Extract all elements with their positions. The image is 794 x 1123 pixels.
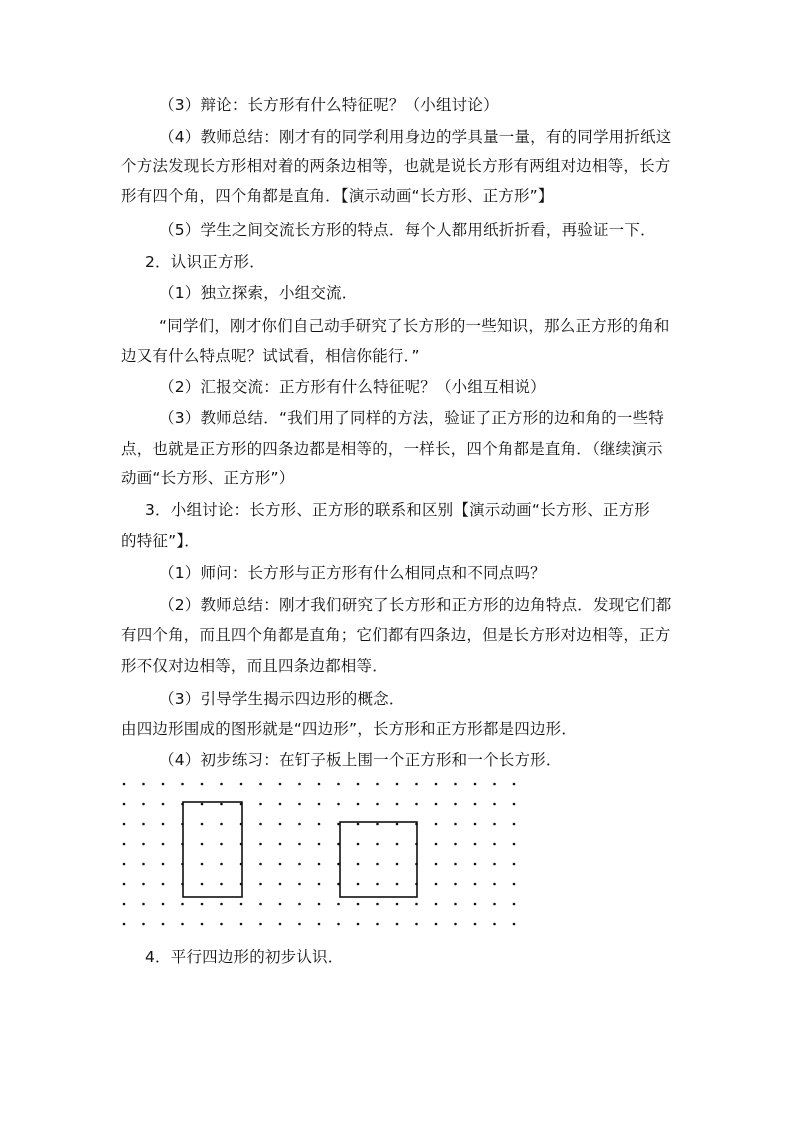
peg-dot xyxy=(279,923,282,926)
peg-dot xyxy=(220,923,223,926)
text-line: （4）教师总结：刚才有的同学利用身边的学具量一量，有的同学用折纸这 xyxy=(159,128,672,146)
peg-dot xyxy=(318,923,321,926)
peg-dot xyxy=(357,803,360,806)
peg-dot xyxy=(259,923,262,926)
peg-dot xyxy=(259,803,262,806)
text-line: “同学们，刚才你们自己动手研究了长方形的一些知识，那么正方形的角和 xyxy=(159,317,670,335)
peg-dot xyxy=(123,843,126,846)
peg-dot xyxy=(357,903,360,906)
peg-dot xyxy=(162,783,165,786)
peg-dot xyxy=(162,883,165,886)
peg-dot xyxy=(337,783,340,786)
square-shape xyxy=(340,822,417,897)
peg-dot xyxy=(474,923,477,926)
peg-dot xyxy=(493,903,496,906)
peg-dot xyxy=(220,843,223,846)
peg-dot xyxy=(142,863,145,866)
peg-dot xyxy=(279,863,282,866)
peg-dot xyxy=(415,803,418,806)
peg-dot xyxy=(240,923,243,926)
peg-dot xyxy=(454,823,457,826)
peg-dot xyxy=(142,823,145,826)
text-line: 形有四个角，四个角都是直角．【演示动画“长方形、正方形”】 xyxy=(121,187,554,205)
peg-dot xyxy=(318,843,321,846)
peg-dot xyxy=(454,803,457,806)
peg-dot xyxy=(123,863,126,866)
peg-dot xyxy=(493,823,496,826)
peg-dot xyxy=(435,863,438,866)
peg-dot xyxy=(415,783,418,786)
peg-dot xyxy=(318,863,321,866)
peg-dot xyxy=(298,783,301,786)
peg-dot xyxy=(376,923,379,926)
peg-dot xyxy=(376,903,379,906)
peg-dot xyxy=(220,823,223,826)
peg-dot xyxy=(396,903,399,906)
peg-dot xyxy=(493,863,496,866)
peg-dot xyxy=(376,883,379,886)
peg-dot xyxy=(162,863,165,866)
peg-dot xyxy=(357,843,360,846)
peg-dot xyxy=(123,903,126,906)
peg-dot xyxy=(279,783,282,786)
peg-dot xyxy=(240,783,243,786)
text-line: 由四边形围成的图形就是“四边形”，长方形和正方形都是四边形． xyxy=(121,720,578,738)
peg-dot xyxy=(201,823,204,826)
peg-dot xyxy=(396,783,399,786)
peg-dot xyxy=(396,883,399,886)
peg-dot xyxy=(318,883,321,886)
peg-dot xyxy=(415,923,418,926)
peg-dot xyxy=(181,783,184,786)
peg-dot xyxy=(201,783,204,786)
peg-dot xyxy=(376,803,379,806)
peg-dot xyxy=(201,903,204,906)
text-line: （3）教师总结．“我们用了同样的方法，验证了正方形的边和角的一些特 xyxy=(159,409,664,427)
peg-dot xyxy=(162,823,165,826)
peg-dot xyxy=(376,823,379,826)
peg-dot xyxy=(181,923,184,926)
peg-dot xyxy=(337,903,340,906)
peg-dot xyxy=(279,883,282,886)
peg-dot xyxy=(279,903,282,906)
peg-dot xyxy=(454,883,457,886)
peg-dot xyxy=(357,923,360,926)
peg-dot xyxy=(454,783,457,786)
peg-dot xyxy=(279,843,282,846)
peg-dot xyxy=(142,923,145,926)
peg-dot xyxy=(396,863,399,866)
peg-dot xyxy=(201,803,204,806)
peg-dot xyxy=(435,903,438,906)
peg-dot xyxy=(298,903,301,906)
peg-dot xyxy=(396,803,399,806)
peg-dot xyxy=(493,883,496,886)
peg-dot xyxy=(337,803,340,806)
peg-dot xyxy=(162,843,165,846)
peg-dot xyxy=(513,883,516,886)
text-line: （2）汇报交流：正方形有什么特征呢？（小组互相说） xyxy=(159,378,546,396)
peg-dot xyxy=(357,883,360,886)
peg-dot xyxy=(435,783,438,786)
peg-dot xyxy=(513,823,516,826)
peg-dot xyxy=(259,783,262,786)
peg-dot xyxy=(435,883,438,886)
text-line: 的特征”】． xyxy=(121,532,200,550)
peg-dot xyxy=(240,903,243,906)
peg-dot xyxy=(123,883,126,886)
peg-dot xyxy=(474,823,477,826)
peg-dot xyxy=(201,843,204,846)
peg-dot xyxy=(162,803,165,806)
peg-dot xyxy=(396,823,399,826)
text-line: 形不仅对边相等，而且四条边都相等． xyxy=(121,657,388,675)
peg-dot xyxy=(162,923,165,926)
pegboard-figure xyxy=(118,776,548,940)
peg-dot xyxy=(259,823,262,826)
peg-dot xyxy=(474,903,477,906)
peg-dot xyxy=(259,843,262,846)
peg-dot xyxy=(513,783,516,786)
text-line: （3）辩论：长方形有什么特征呢？（小组讨论） xyxy=(159,96,499,114)
peg-dot xyxy=(474,863,477,866)
peg-dot xyxy=(142,783,145,786)
section-heading: 4．平行四边形的初步认识． xyxy=(145,948,344,966)
peg-dot xyxy=(435,803,438,806)
section-heading: 3．小组讨论：长方形、正方形的联系和区别【演示动画“长方形、正方形 xyxy=(145,501,650,519)
peg-dot xyxy=(259,863,262,866)
peg-dot xyxy=(396,923,399,926)
peg-dot xyxy=(298,803,301,806)
peg-dot xyxy=(142,903,145,906)
text-line: 有四个角，而且四个角都是直角；它们都有四条边，但是长方形对边相等，正方 xyxy=(121,626,671,644)
peg-dot xyxy=(298,863,301,866)
text-line: （3）引导学生揭示四边形的概念． xyxy=(159,690,405,708)
peg-dot xyxy=(220,883,223,886)
peg-dot xyxy=(493,803,496,806)
peg-dot xyxy=(357,783,360,786)
peg-dot xyxy=(220,903,223,906)
text-line: 个方法发现长方形相对着的两条边相等，也就是说长方形有两组对边相等，长方 xyxy=(121,157,671,175)
pegboard-dots xyxy=(123,783,516,926)
peg-dot xyxy=(220,803,223,806)
peg-dot xyxy=(435,843,438,846)
rectangle-shape xyxy=(183,802,242,897)
peg-dot xyxy=(220,863,223,866)
peg-dot xyxy=(454,903,457,906)
peg-dot xyxy=(513,803,516,806)
peg-dot xyxy=(396,843,399,846)
peg-dot xyxy=(259,883,262,886)
peg-dot xyxy=(513,923,516,926)
text-line: （4）初步练习：在钉子板上围一个正方形和一个长方形． xyxy=(159,751,562,769)
peg-dot xyxy=(298,883,301,886)
peg-dot xyxy=(318,783,321,786)
peg-dot xyxy=(376,843,379,846)
peg-dot xyxy=(435,823,438,826)
text-line: 动画“长方形、正方形”） xyxy=(121,469,295,487)
peg-dot xyxy=(435,923,438,926)
peg-dot xyxy=(259,903,262,906)
peg-dot xyxy=(201,883,204,886)
peg-dot xyxy=(454,863,457,866)
peg-dot xyxy=(513,843,516,846)
peg-dot xyxy=(142,803,145,806)
peg-dot xyxy=(493,923,496,926)
peg-dot xyxy=(318,823,321,826)
peg-dot xyxy=(298,923,301,926)
peg-dot xyxy=(123,823,126,826)
peg-dot xyxy=(318,803,321,806)
peg-dot xyxy=(493,783,496,786)
peg-dot xyxy=(318,903,321,906)
peg-dot xyxy=(123,783,126,786)
peg-dot xyxy=(142,883,145,886)
text-line: （5）学生之间交流长方形的特点．每个人都用纸折折看，再验证一下． xyxy=(159,221,656,239)
peg-dot xyxy=(357,823,360,826)
peg-dot xyxy=(279,823,282,826)
text-line: 点，也就是正方形的四条边都是相等的，一样长，四个角都是直角．（继续演示 xyxy=(121,440,663,458)
peg-dot xyxy=(220,783,223,786)
peg-dot xyxy=(357,863,360,866)
peg-dot xyxy=(474,843,477,846)
peg-dot xyxy=(298,823,301,826)
peg-dot xyxy=(181,903,184,906)
section-heading: 2．认识正方形． xyxy=(145,253,265,271)
peg-dot xyxy=(142,843,145,846)
peg-dot xyxy=(454,843,457,846)
peg-dot xyxy=(415,903,418,906)
peg-dot xyxy=(201,863,204,866)
peg-dot xyxy=(474,783,477,786)
peg-dot xyxy=(376,783,379,786)
peg-dot xyxy=(123,803,126,806)
peg-dot xyxy=(337,923,340,926)
peg-dot xyxy=(201,923,204,926)
peg-dot xyxy=(474,883,477,886)
peg-dot xyxy=(454,923,457,926)
peg-dot xyxy=(513,903,516,906)
peg-dot xyxy=(298,843,301,846)
peg-dot xyxy=(162,903,165,906)
text-line: （2）教师总结：刚才我们研究了长方形和正方形的边角特点．发现它们都 xyxy=(159,596,672,614)
peg-dot xyxy=(376,863,379,866)
text-line: （1）师问：长方形与正方形有什么相同点和不同点吗？ xyxy=(159,564,546,582)
text-line: （1）独立探索，小组交流． xyxy=(159,284,358,302)
peg-dot xyxy=(513,863,516,866)
text-line: 边又有什么特点呢？试试看，相信你能行．” xyxy=(121,347,420,365)
peg-dot xyxy=(493,843,496,846)
peg-dot xyxy=(474,803,477,806)
peg-dot xyxy=(123,923,126,926)
peg-dot xyxy=(279,803,282,806)
